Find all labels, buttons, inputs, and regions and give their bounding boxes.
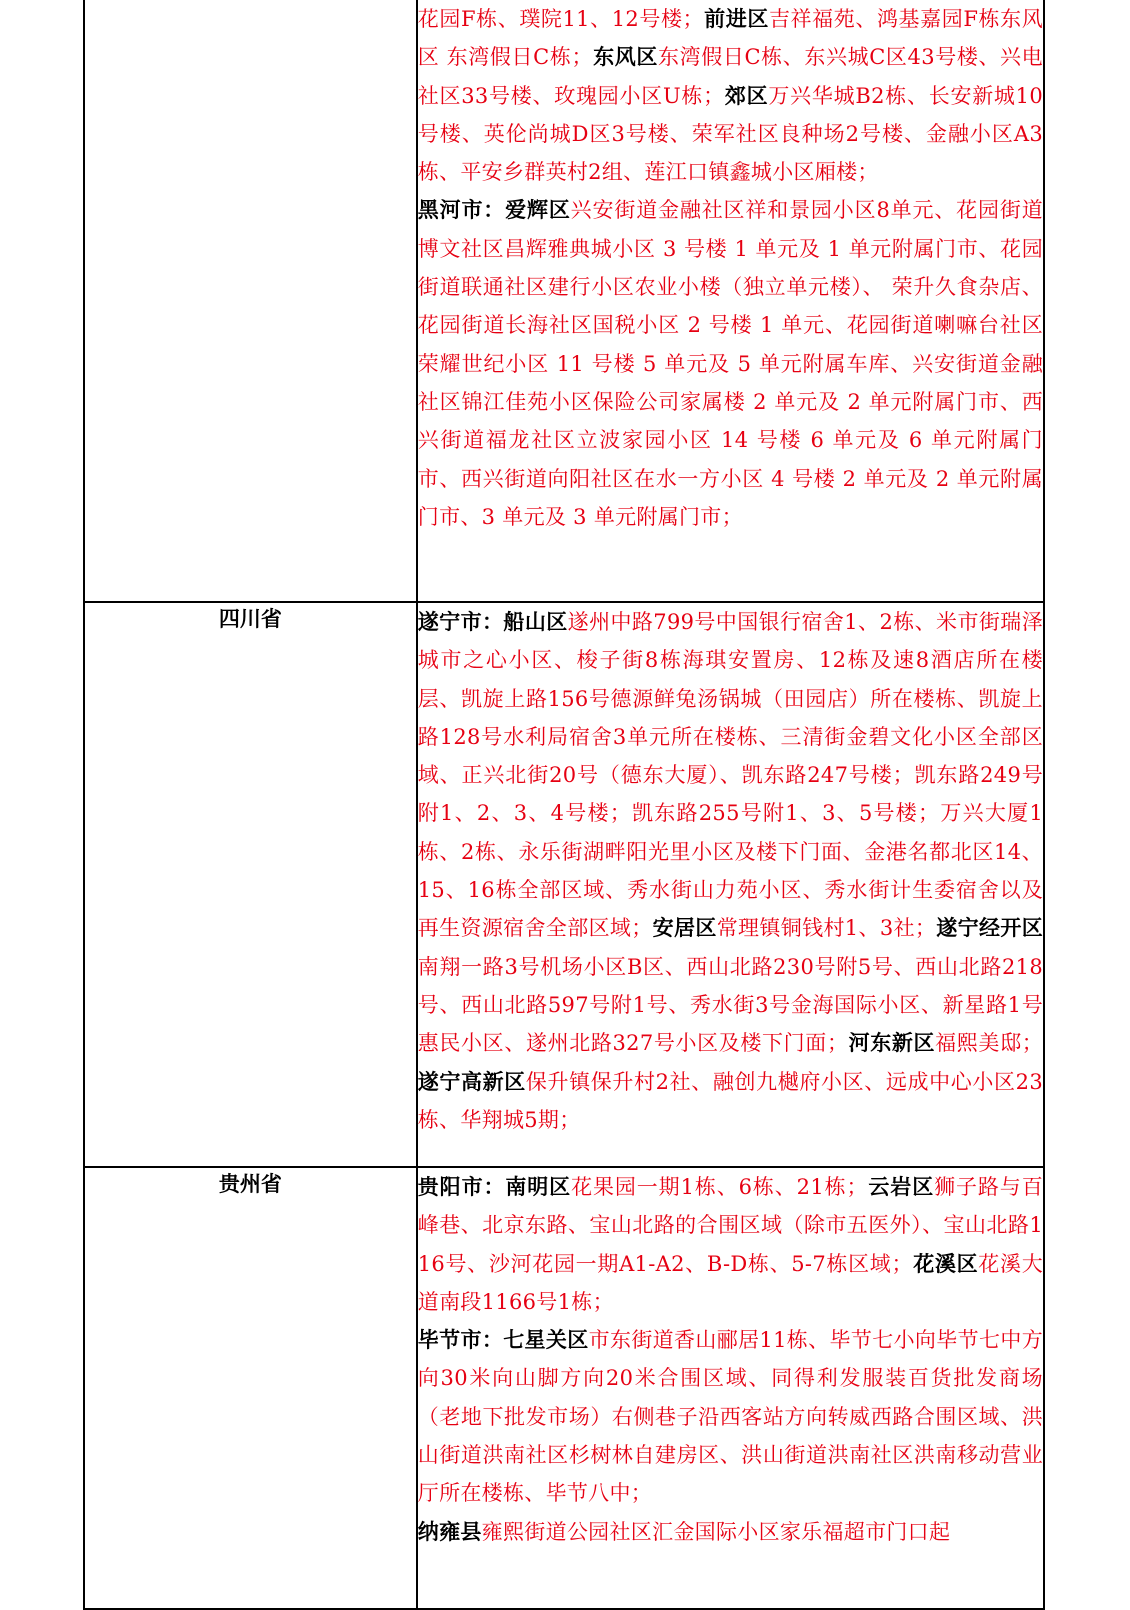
place-name: 遂宁高新区: [417, 1069, 526, 1094]
table-row: [84, 1167, 1044, 1609]
area-text: 吉祥福苑、鸿基嘉园F栋东风区 东湾假日C栋；: [417, 7, 1043, 70]
area-text: 万兴华城B2栋、长安新城10号楼、英伦尚城D区3号楼、荣军社区良种场2号楼、金融小区A3栋、平安乡群英村2组、莲江口镇鑫城小区厢楼；: [417, 83, 1044, 185]
place-name: 毕节市：: [417, 1328, 504, 1353]
place-name: 贵阳市：: [417, 1175, 506, 1199]
area-paragraph: [418, 1513, 1043, 1551]
place-name: 遂宁经开区: [936, 916, 1043, 941]
area-text: 常理镇铜钱村1、3社；: [716, 916, 937, 941]
area-text: 花园F栋、璞院11、12号楼；: [417, 7, 704, 31]
place-name: 七星关区: [503, 1328, 589, 1353]
province-cell: [84, 1167, 417, 1609]
place-name: 郊区: [724, 83, 769, 108]
place-name: 前进区: [703, 7, 769, 31]
area-text: 保升镇保升村2社、融创九樾府小区、远成中心小区23栋、华翔城5期；: [417, 1069, 1043, 1132]
province-cell: [84, 602, 417, 1167]
place-name: 纳雍县: [417, 1519, 482, 1544]
province-name: 贵州省: [218, 1172, 282, 1196]
area-text: 花果园一期1栋、6栋、21栋；: [571, 1175, 868, 1199]
area-text: 遂州中路799号中国银行宿舍1、2栋、米市街瑞泽城市之心小区、梭子街8栋海琪安置房、12栋及速8酒店所在楼层、凯旋上路156号德源鲜兔汤锅城（田园店）所在楼栋、凯旋上路128号水利局宿舍3单元所在楼栋、三清街金碧文化小区全部区域、正兴北街20号（德东大厦）、凯东路247号楼；凯东路249号附1、2、3、4号楼；凯东路255号附1、3、5号楼；万兴大厦1栋、2栋、永乐街湖畔阳光里小区及楼下门面、金港名都北区14、15、16栋全部区域、秀水街山力苑小区、秀水街计生委宿舍以及再生资源宿舍全部区域；: [417, 610, 1043, 941]
risk-area-table: [83, 0, 1045, 1610]
area-detail-cell: [417, 0, 1044, 602]
area-paragraph: [418, 1168, 1043, 1321]
place-name: 东风区: [592, 45, 658, 70]
place-name: 遂宁市：: [417, 610, 504, 634]
area-paragraph: [418, 191, 1043, 536]
area-detail-cell: [417, 1167, 1044, 1609]
area-text: 花溪大道南段1166号1栋；: [417, 1251, 1043, 1314]
area-text: 雍熙街道公园社区汇金国际小区家乐福超市门口起: [481, 1519, 951, 1544]
area-paragraph: [418, 1321, 1043, 1512]
province-cell: [84, 0, 417, 602]
area-detail-cell: [417, 602, 1044, 1167]
place-name: 河东新区: [848, 1031, 936, 1056]
place-name: 安居区: [652, 916, 717, 941]
place-name: 爱辉区: [505, 198, 571, 223]
place-name: 云岩区: [867, 1175, 935, 1199]
place-name: 船山区: [503, 610, 568, 634]
area-text: 东湾假日C栋、东兴城C区43号楼、兴电社区33号楼、玫瑰园小区U栋；: [417, 45, 1043, 108]
province-name: 四川省: [218, 607, 282, 631]
area-text: 福熙美邸；: [935, 1031, 1044, 1056]
table-row: [84, 0, 1044, 602]
area-text: 南翔一路3号机场小区B区、西山北路230号附5号、西山北路218号、西山北路597号附1号、秀水街3号金海国际小区、新星路1号惠民小区、遂州北路327号小区及楼下门面；: [417, 954, 1043, 1056]
area-paragraph: [418, 0, 1043, 191]
area-text: 市东街道香山郦居11栋、毕节七小向毕节七中方向30米向山脚方向20米合围区域、同得利发服装百货批发商场（老地下批发市场）右侧巷子沿西客站方向转威西路合围区域、洪山街道洪南社区杉树林自建房区、洪山街道洪南社区洪南移动营业厅所在楼栋、毕节八中；: [417, 1328, 1044, 1506]
place-name: 花溪区: [912, 1251, 979, 1276]
area-paragraph: [418, 603, 1043, 1139]
table-row: [84, 602, 1044, 1167]
place-name: 南明区: [505, 1175, 572, 1199]
place-name: 黑河市：: [417, 198, 506, 223]
area-text: 狮子路与百峰巷、北京东路、宝山北路的合围区域（除市五医外）、宝山北路116号、沙河花园一期A1-A2、B-D栋、5-7栋区域；: [417, 1175, 1044, 1276]
area-text: 兴安街道金融社区祥和景园小区8单元、花园街道博文社区昌辉雅典城小区 3 号楼 1 单元及 1 单元附属门市、花园街道联通社区建行小区农业小楼（独立单元楼）、 荣升久食杂店、花园街道长海社区国税小区 2 号楼 1 单元、花园街道喇嘛台社区荣耀世纪小区 11 号楼 5 单元及 5 单元附属车库、兴安街道金融社区锦江佳苑小区保险公司家属楼 2 单元及 2 单元附属门市、西兴街道福龙社区立波家园小区 14 号楼 6 单元及 6 单元附属门市、西兴街道向阳社区在水一方小区 4 号楼 2 单元及 2 单元附属门市、3 单元及 3 单元附属门市；: [417, 198, 1043, 529]
